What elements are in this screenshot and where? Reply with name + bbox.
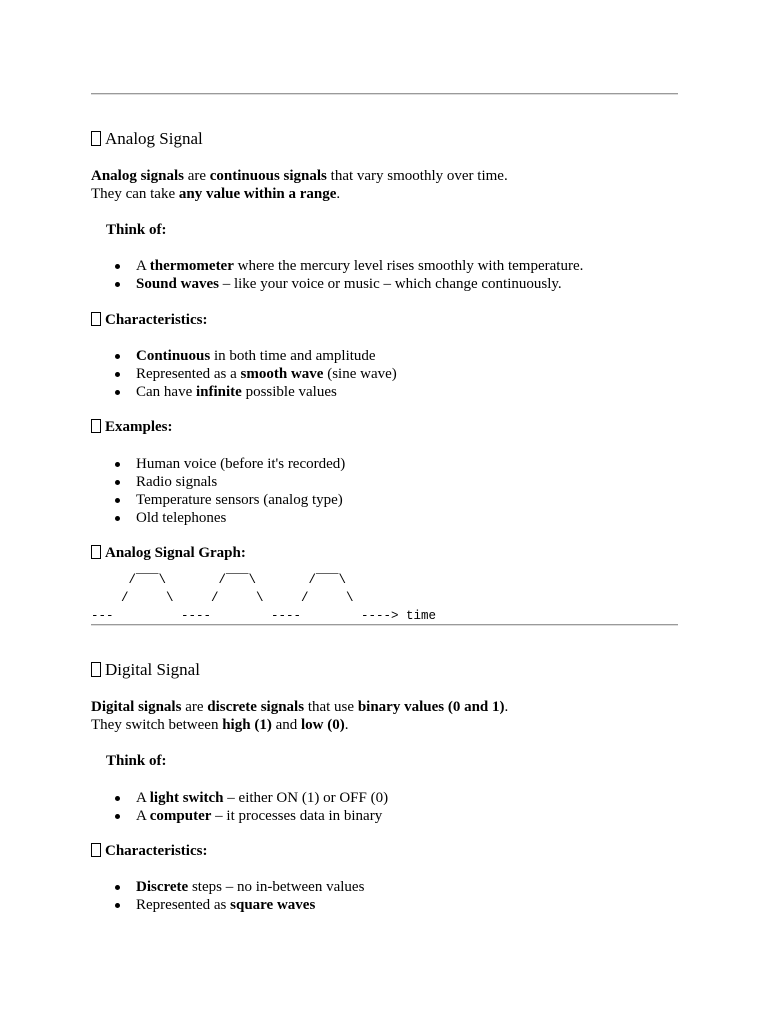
list-item: Can have infinite possible values [136,383,678,401]
emoji-placeholder-icon [91,131,101,146]
digital-think-label: Think of: [106,753,167,769]
analog-heading-block [91,129,678,149]
analog-signal-heading [91,129,678,149]
list-item: Human voice (before it's recorded) [136,455,678,473]
emoji-placeholder-icon [91,545,101,559]
horizontal-rule [91,624,678,626]
digital-intro-line-1: Digital signals are discrete signals that use binary values (0 and 1). [91,699,509,715]
list-item: Discrete steps – no in-between values [136,878,678,896]
analog-examples-heading-block [91,418,678,436]
emoji-placeholder-icon [91,312,101,326]
horizontal-rule [91,93,678,95]
digital-characteristics-list [91,878,678,914]
analog-examples-list [91,455,678,527]
digital-characteristics-heading: Characteristics: [91,842,678,860]
analog-think-label: Think of: [106,222,167,238]
analog-intro [91,167,678,203]
analog-graph-block [91,571,678,625]
digital-intro-line-2: They switch between high (1) and low (0). [91,717,349,733]
analog-signal-ascii-graph: /‾‾‾\ /‾‾‾\ /‾‾‾\ / \ / \ / \ --- ---- ---- ----> time [91,573,437,623]
analog-signal-title: Analog Signal [105,129,203,148]
digital-signal-title: Digital Signal [105,660,200,679]
digital-signal-heading [91,660,678,680]
analog-graph-heading: Analog Signal Graph: [91,544,678,562]
analog-characteristics-heading-block [91,311,678,329]
analog-intro-line-2: They can take any value within a range. [91,186,341,202]
list-item: Represented as square waves [136,896,678,914]
list-item: Continuous in both time and amplitude [136,347,678,365]
list-item: Represented as a smooth wave (sine wave) [136,365,678,383]
digital-think-list [91,789,678,825]
analog-intro-line-1: Analog signals are continuous signals that vary smoothly over time. [91,168,508,184]
digital-characteristics-heading-block [91,842,678,860]
list-item: A computer – it processes data in binary [136,807,678,825]
analog-examples-heading: Examples: [91,418,678,436]
analog-think-list [91,257,678,293]
digital-intro [91,698,678,734]
list-item: Old telephones [136,509,678,527]
list-item: Temperature sensors (analog type) [136,491,678,509]
analog-characteristics-heading: Characteristics: [91,311,678,329]
analog-characteristics-list [91,347,678,401]
emoji-placeholder-icon [91,662,101,677]
emoji-placeholder-icon [91,419,101,433]
list-item: A light switch – either ON (1) or OFF (0) [136,789,678,807]
list-item: Radio signals [136,473,678,491]
analog-graph-heading-block [91,544,678,562]
emoji-placeholder-icon [91,843,101,857]
list-item: Sound waves – like your voice or music – which change continuously. [136,275,678,293]
list-item: A thermometer where the mercury level rises smoothly with temperature. [136,257,678,275]
digital-heading-block [91,660,678,680]
